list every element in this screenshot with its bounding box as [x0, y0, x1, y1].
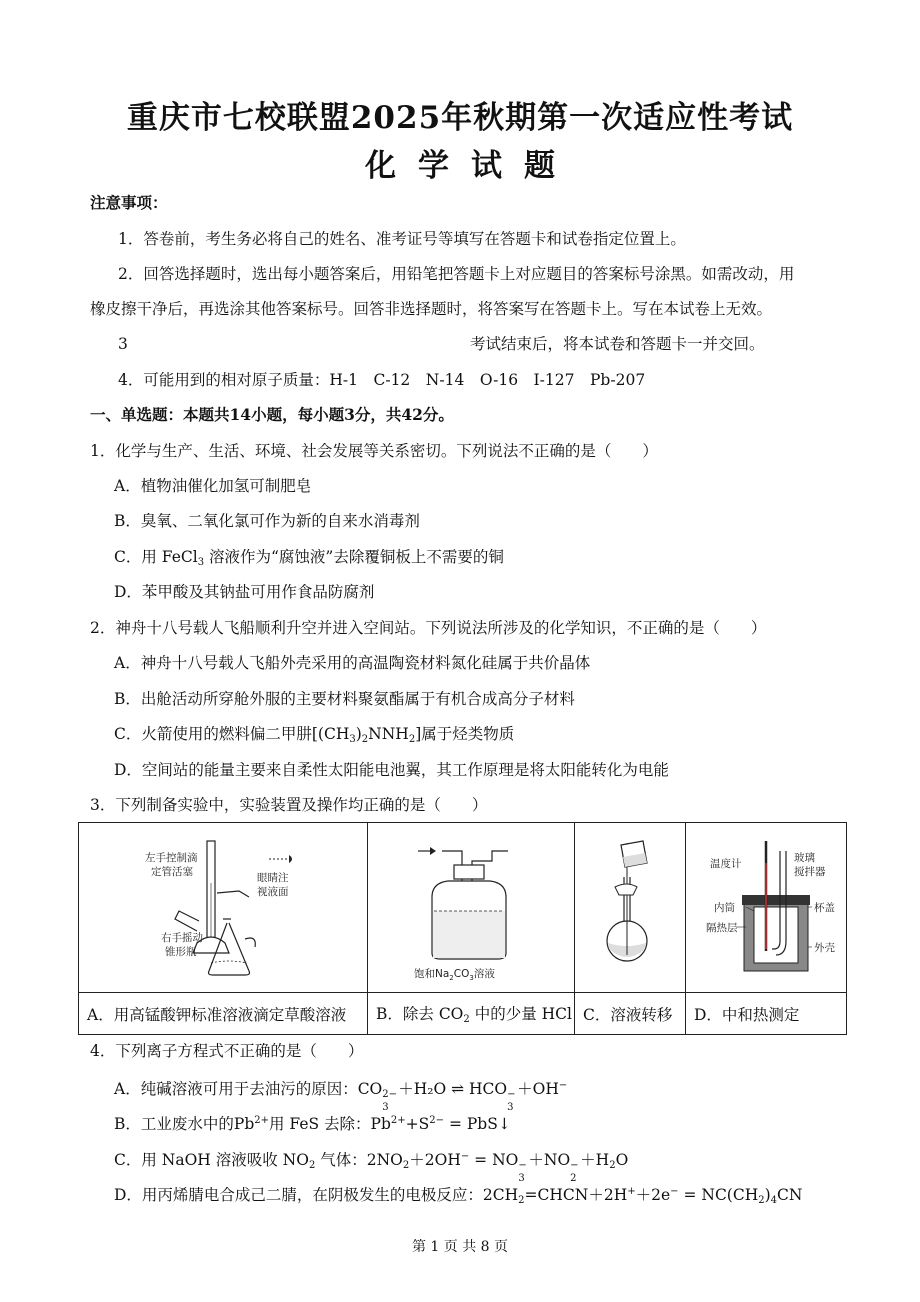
q4-option-b: B．工业废水中的$Pb^{2+}$用 FeS 去除：$Pb^{2+}+S^{2-}$ = PbS↓ — [114, 1115, 511, 1133]
notice-item-4: 4．可能用到的相对原子质量：H-1 C-12 N-14 O-16 I-127 Pb-207 — [118, 371, 646, 389]
q3-option-c: C．溶液转移 — [575, 993, 686, 1035]
fig-b-label-solution: 饱和$Na_2CO_3$溶液 — [414, 968, 495, 982]
fig-a-label-right-hand: 右手摇动 — [161, 932, 203, 944]
section-heading: 一、单选题：本题共14小题，每小题3分，共42分。 — [90, 405, 454, 424]
fig-d-label-glass: 玻璃 — [794, 852, 815, 864]
titration-diagram — [79, 823, 367, 988]
exam-subject: 化学试题 — [365, 148, 577, 184]
notice-heading: 注意事项： — [90, 193, 168, 212]
q3-option-b: B．除去 $CO_2$ 中的少量 HCl — [368, 993, 575, 1035]
volumetric-flask-diagram — [575, 823, 685, 988]
calorimeter-diagram — [686, 823, 846, 988]
q4-option-c: C．用 NaOH 溶液吸收 $NO_2$ 气体：$2NO_2+2OH^-$ = NO − 3 ＋NO − 2 $+H_2O$ — [114, 1151, 629, 1184]
q1-stem: 1．化学与生产、生活、环境、社会发展等关系密切。下列说法不正确的是（ ） — [90, 442, 658, 460]
q1-option-a: A．植物油催化加氢可制肥皂 — [114, 477, 312, 495]
notice-item-2a: 2．回答选择题时，选出每小题答案后，用铅笔把答题卡上对应题目的答案标号涂黑。如需改动，用 — [118, 265, 795, 283]
fig-a-label-flask: 锥形瓶 — [165, 946, 197, 958]
q3-figure-b — [368, 823, 575, 993]
q3-option-a: A．用高锰酸钾标准溶液滴定草酸溶液 — [79, 993, 368, 1035]
q2-option-a: A．神舟十八号载人飞船外壳采用的高温陶瓷材料氮化硅属于共价晶体 — [114, 654, 591, 672]
notice-item-2b: 橡皮擦干净后，再选涂其他答案标号。回答非选择题时，将答案写在答题卡上。写在本试卷上无效。 — [90, 300, 773, 318]
q3-option-d: D．中和热测定 — [686, 993, 847, 1035]
q1-option-d: D．苯甲酸及其钠盐可用作食品防腐剂 — [114, 583, 375, 601]
q3-figure-c — [575, 823, 686, 993]
fig-d-label-lid: 杯盖 — [814, 902, 835, 914]
fig-a-label-liquid-level: 视液面 — [257, 886, 289, 898]
q4-option-a: A．纯碱溶液可用于去油污的原因：CO 2− 3 ＋H₂O ⇌ HCO − 3 ＋OH− — [114, 1080, 568, 1113]
q3-stem: 3．下列制备实验中，实验装置及操作均正确的是（ ） — [90, 796, 488, 814]
page-footer: 第 1 页 共 8 页 — [411, 1239, 509, 1255]
q2-option-c: C．火箭使用的燃料偏二甲肼$[(CH_3)_2NNH_2]$属于烃类物质 — [114, 725, 515, 745]
q3-figure-d — [686, 823, 847, 993]
q1-option-c: C．用 FeCl$_3$ 溶液作为“腐蚀液”去除覆铜板上不需要的铜 — [114, 548, 504, 568]
fig-a-label-eyes: 眼睛注 — [257, 872, 289, 884]
q3-apparatus-table — [78, 822, 847, 1035]
notice-item-3-number: 3 — [118, 335, 128, 353]
q1-option-b: B．臭氧、二氧化氯可作为新的自来水消毒剂 — [114, 512, 420, 530]
notice-item-3-text: 考试结束后，将本试卷和答题卡一并交回。 — [470, 335, 765, 353]
fig-a-label-left-hand: 左手控制滴 — [145, 852, 198, 864]
fig-d-label-insulation: 隔热层 — [706, 922, 738, 934]
q3-figure-a — [79, 823, 368, 993]
q2-option-b: B．出舱活动所穿舱外服的主要材料聚氨酯属于有机合成高分子材料 — [114, 690, 575, 708]
fig-d-label-shell: 外壳 — [814, 942, 835, 954]
q4-stem: 4．下列离子方程式不正确的是（ ） — [90, 1042, 364, 1060]
q2-stem: 2．神舟十八号载人飞船顺利升空并进入空间站。下列说法所涉及的化学知识，不正确的是（ ） — [90, 619, 767, 637]
gas-washing-bottle-diagram — [368, 823, 574, 988]
exam-title: 重庆市七校联盟2025年秋期第一次适应性考试 — [126, 100, 794, 136]
notice-item-1: 1．答卷前，考生务必将自己的姓名、准考证号等填写在答题卡和试卷指定位置上。 — [118, 230, 686, 248]
q2-option-d: D．空间站的能量主要来自柔性太阳能电池翼，其工作原理是将太阳能转化为电能 — [114, 761, 669, 779]
q4-option-d: D．用丙烯腈电合成己二腈，在阴极发生的电极反应：$2CH_2=CHCN+2H^++2e^- = NC(CH_2)_4CN$ — [114, 1186, 803, 1206]
fig-d-label-thermometer: 温度计 — [710, 858, 742, 870]
fig-a-label-stopcock: 定管活塞 — [151, 866, 193, 878]
fig-d-label-inner-cup: 内筒 — [714, 902, 735, 914]
fig-d-label-stirrer: 搅拌器 — [794, 866, 826, 878]
